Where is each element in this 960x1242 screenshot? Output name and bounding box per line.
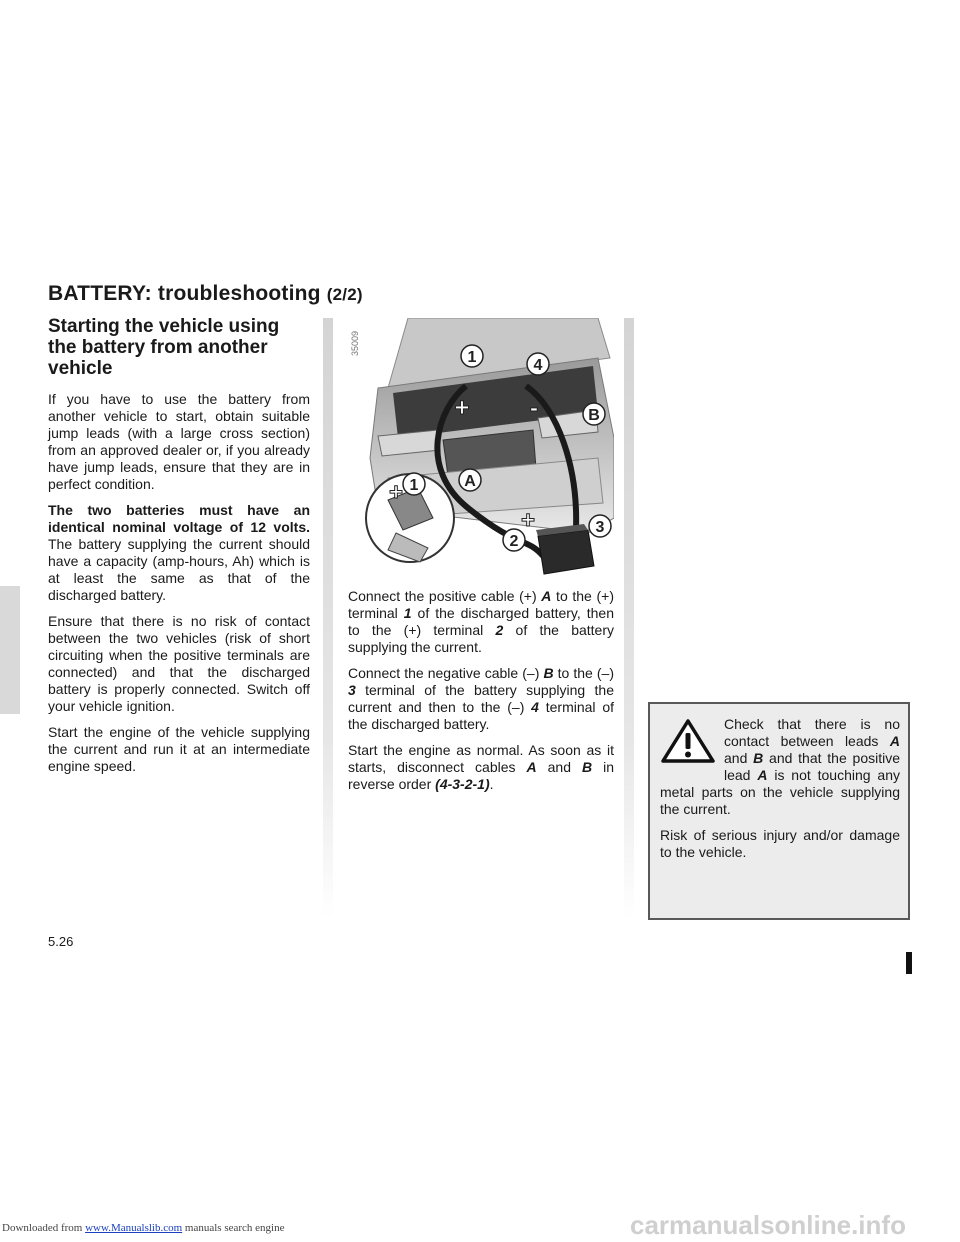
text: Connect the positive cable (+) xyxy=(348,588,542,604)
text: . xyxy=(489,776,494,792)
page-title xyxy=(48,282,363,306)
text: Check that there is no contact between leads xyxy=(724,716,900,749)
paragraph-disconnect xyxy=(348,742,614,793)
column-divider-left xyxy=(323,318,333,918)
paragraph-connect-negative xyxy=(348,665,614,733)
paragraph-start-engine: Start the engine of the vehicle supplying the current and run it at an intermediate engine speed. xyxy=(48,724,310,774)
footer-prefix: Downloaded from xyxy=(2,1222,86,1234)
section-heading: Starting the vehicle using the battery from another vehicle xyxy=(48,316,280,379)
ref-cable-a: A xyxy=(541,588,552,604)
text: of the battery supplying the current. xyxy=(348,622,614,655)
disconnect-order: (4-3-2-1) xyxy=(435,776,490,792)
voltage-rest: The battery supplying the current should have a capacity (amp-hours, Ah) which is at least the same as that of the discharged battery. xyxy=(48,536,310,603)
section-end-marker xyxy=(906,952,912,974)
label-terminal-4: 4 xyxy=(533,357,543,374)
ref-terminal-1: 1 xyxy=(403,605,412,621)
text: in reverse order xyxy=(348,759,614,792)
chapter-tab xyxy=(0,586,20,714)
text: and xyxy=(724,750,754,766)
paragraph-jump-leads: If you have to use the battery from another vehicle to start, obtain suitable jump leads (with a large cross section) from an approved dealer or, if you already have jump leads, ensure that they are in perfect condition. xyxy=(48,391,310,492)
text: terminal of the discharged battery. xyxy=(348,699,614,732)
label-terminal-2: 2 xyxy=(509,533,519,550)
paragraph-connect-positive xyxy=(348,588,614,656)
plus-sign-inset: + xyxy=(388,479,404,506)
text: of the discharged battery, then to the (+) terminal xyxy=(348,605,614,638)
ref-cable-a: A xyxy=(526,759,537,775)
manualslib-link[interactable]: www.Manualslib.com xyxy=(85,1222,183,1234)
ref-terminal-3: 3 xyxy=(348,682,356,698)
title-suffix: (2/2) xyxy=(326,285,363,304)
ref-cable-b: B xyxy=(543,665,554,681)
title-text: BATTERY: troubleshooting xyxy=(48,282,327,305)
text: is not touching any metal parts on the vehicle supplying the current. xyxy=(660,767,901,817)
footer-suffix: manuals search engine xyxy=(182,1222,285,1234)
text: and xyxy=(536,759,582,775)
text: and that the positive lead xyxy=(724,750,901,783)
watermark: carmanualsonline.info xyxy=(630,1210,906,1240)
middle-column xyxy=(348,588,614,802)
text: to the (+) terminal xyxy=(348,588,614,621)
plus-sign-battery: + xyxy=(520,507,536,534)
label-cable-b: B xyxy=(588,407,600,424)
text: to the (–) xyxy=(553,665,614,681)
download-footer xyxy=(2,1222,284,1234)
label-terminal-3: 3 xyxy=(595,519,605,536)
ref-lead-a: A xyxy=(757,767,768,783)
ref-terminal-2: 2 xyxy=(495,622,504,638)
page-number: 5.26 xyxy=(48,934,74,949)
paragraph-voltage xyxy=(48,502,310,604)
ref-lead-a: A xyxy=(889,733,900,749)
ref-cable-b: B xyxy=(581,759,593,775)
text: terminal of the battery supplying the current and then to the (–) xyxy=(348,682,614,715)
warning-text-risk: Risk of serious injury and/or damage to the vehicle. xyxy=(660,827,900,860)
warning-box xyxy=(648,702,910,920)
paragraph-contact-risk: Ensure that there is no risk of contact between the two vehicles (risk of short circuiting when the positive terminals are connected) and that the discharged battery is properly connected. Switch off your vehicle ignition. xyxy=(48,613,310,714)
left-column xyxy=(48,316,310,784)
minus-sign-engine: - xyxy=(529,392,539,422)
column-divider-right xyxy=(624,318,634,918)
plus-sign-engine: + xyxy=(454,392,470,422)
ref-lead-b: B xyxy=(753,750,764,766)
ref-terminal-4: 4 xyxy=(531,699,539,715)
label-terminal-1: 1 xyxy=(467,349,477,366)
figure-code: 35009 xyxy=(350,330,360,356)
text: Connect the negative cable (–) xyxy=(348,665,544,681)
label-cable-a: A xyxy=(464,473,476,490)
warning-triangle-icon xyxy=(660,718,716,764)
label-inset-terminal-1: 1 xyxy=(409,477,419,494)
text: Start the engine as normal. As soon as it starts, disconnect cables xyxy=(348,742,614,775)
jump-start-illustration xyxy=(348,318,614,580)
voltage-emphasis: The two batteries must have an identical nominal voltage of 12 volts. xyxy=(48,502,310,535)
